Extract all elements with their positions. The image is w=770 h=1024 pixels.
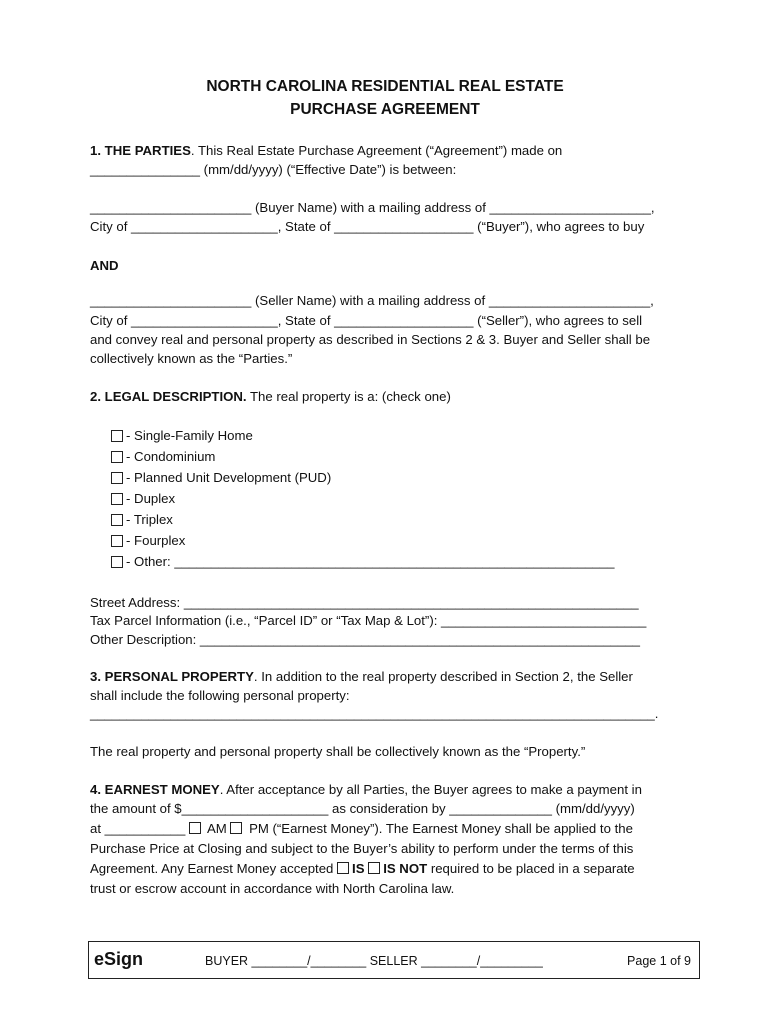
- option-other[interactable]: [111, 554, 614, 569]
- earnest-heading: 4. EARNEST MONEY: [90, 782, 220, 797]
- page-footer: [88, 941, 700, 979]
- option-duplex[interactable]: [111, 491, 175, 506]
- other-description-field[interactable]: Other Description: ____________________________________________________________: [90, 632, 640, 647]
- is-not-label: IS NOT: [383, 861, 428, 876]
- tax-parcel-field[interactable]: Tax Parcel Information (i.e., “Parcel ID” or “Tax Map & Lot”): ____________________________: [90, 613, 647, 628]
- earnest-text: . After acceptance by all Parties, the Buyer agrees to make a payment in: [219, 782, 642, 797]
- legal-line: [90, 389, 451, 404]
- earnest-line3-text: PM (“Earnest Money”). The Earnest Money shall be applied to the: [245, 821, 633, 836]
- option-label: - Other: ____________________________________________________________: [126, 554, 615, 569]
- personal-blank-field[interactable]: _____________________________________________________________________________.: [90, 706, 659, 721]
- option-triplex[interactable]: [111, 512, 173, 527]
- personal-line1: [90, 669, 633, 684]
- document-title-line1: NORTH CAROLINA RESIDENTIAL REAL ESTATE: [206, 78, 564, 95]
- checkbox[interactable]: [111, 430, 123, 442]
- page-number: Page 1 of 9: [627, 954, 691, 968]
- personal-heading: 3. PERSONAL PROPERTY: [90, 669, 254, 684]
- and-label: AND: [90, 258, 119, 273]
- is-not-checkbox[interactable]: [368, 862, 380, 874]
- earnest-time-text: at ___________: [90, 821, 190, 836]
- option-single-family[interactable]: [111, 428, 253, 443]
- checkbox[interactable]: [111, 514, 123, 526]
- initials-field[interactable]: BUYER ________/________ SELLER ________/_________: [205, 954, 543, 968]
- seller-line1: ______________________ (Seller Name) with a mailing address of ______________________,: [90, 293, 654, 308]
- earnest-line6: trust or escrow account in accordance with North Carolina law.: [90, 881, 455, 896]
- property-definition: The real property and personal property shall be collectively known as the “Property.”: [90, 744, 586, 759]
- personal-line2: shall include the following personal property:: [90, 688, 350, 703]
- option-label: - Fourplex: [126, 533, 186, 548]
- checkbox[interactable]: [111, 535, 123, 547]
- buyer-line2: City of ____________________, State of ___________________ (“Buyer”), who agrees to buy: [90, 219, 645, 234]
- earnest-line4: Purchase Price at Closing and subject to the Buyer’s ability to perform under the terms of this: [90, 841, 634, 856]
- earnest-line5-rest: required to be placed in a separate: [427, 861, 635, 876]
- earnest-line5-text: Agreement. Any Earnest Money accepted: [90, 861, 338, 876]
- checkbox[interactable]: [111, 451, 123, 463]
- option-label: - Single-Family Home: [126, 428, 253, 443]
- earnest-line2: the amount of $____________________ as consideration by ______________ (mm/dd/yyyy): [90, 801, 635, 816]
- earnest-line1: [90, 782, 642, 797]
- personal-text: . In addition to the real property described in Section 2, the Seller: [253, 669, 633, 684]
- option-label: - Planned Unit Development (PUD): [126, 470, 332, 485]
- parties-heading: 1. THE PARTIES: [90, 143, 191, 158]
- checkbox[interactable]: [111, 472, 123, 484]
- parties-text: . This Real Estate Purchase Agreement (“Agreement”) made on: [190, 143, 563, 158]
- am-label: AM: [204, 821, 231, 836]
- legal-heading: 2. LEGAL DESCRIPTION.: [90, 389, 247, 404]
- legal-text: The real property is a: (check one): [246, 389, 451, 404]
- buyer-line1: ______________________ (Buyer Name) with a mailing address of ______________________,: [90, 200, 655, 215]
- option-label: - Duplex: [126, 491, 176, 506]
- option-label: - Triplex: [126, 512, 173, 527]
- option-label: - Condominium: [126, 449, 216, 464]
- parties-line1: [90, 143, 562, 158]
- seller-line2: City of ____________________, State of ___________________ (“Seller”), who agrees to sell: [90, 313, 643, 328]
- is-checkbox[interactable]: [337, 862, 349, 874]
- pm-checkbox[interactable]: [230, 822, 242, 834]
- option-condominium[interactable]: [111, 449, 215, 464]
- checkbox[interactable]: [111, 556, 123, 568]
- am-checkbox[interactable]: [189, 822, 201, 834]
- earnest-line5: [90, 861, 635, 876]
- esign-logo: eSign: [94, 949, 144, 969]
- seller-line4: collectively known as the “Parties.”: [90, 351, 293, 366]
- document-title-line2: PURCHASE AGREEMENT: [290, 101, 480, 118]
- seller-line3: and convey real and personal property as described in Sections 2 & 3. Buyer and Seller shall be: [90, 332, 651, 347]
- street-address-field[interactable]: Street Address: ______________________________________________________________: [90, 595, 639, 610]
- is-label: IS: [352, 861, 365, 876]
- option-pud[interactable]: [111, 470, 331, 485]
- option-fourplex[interactable]: [111, 533, 185, 548]
- earnest-line3: [90, 821, 633, 836]
- parties-line2: _______________ (mm/dd/yyyy) (“Effective Date”) is between:: [90, 162, 457, 177]
- checkbox[interactable]: [111, 493, 123, 505]
